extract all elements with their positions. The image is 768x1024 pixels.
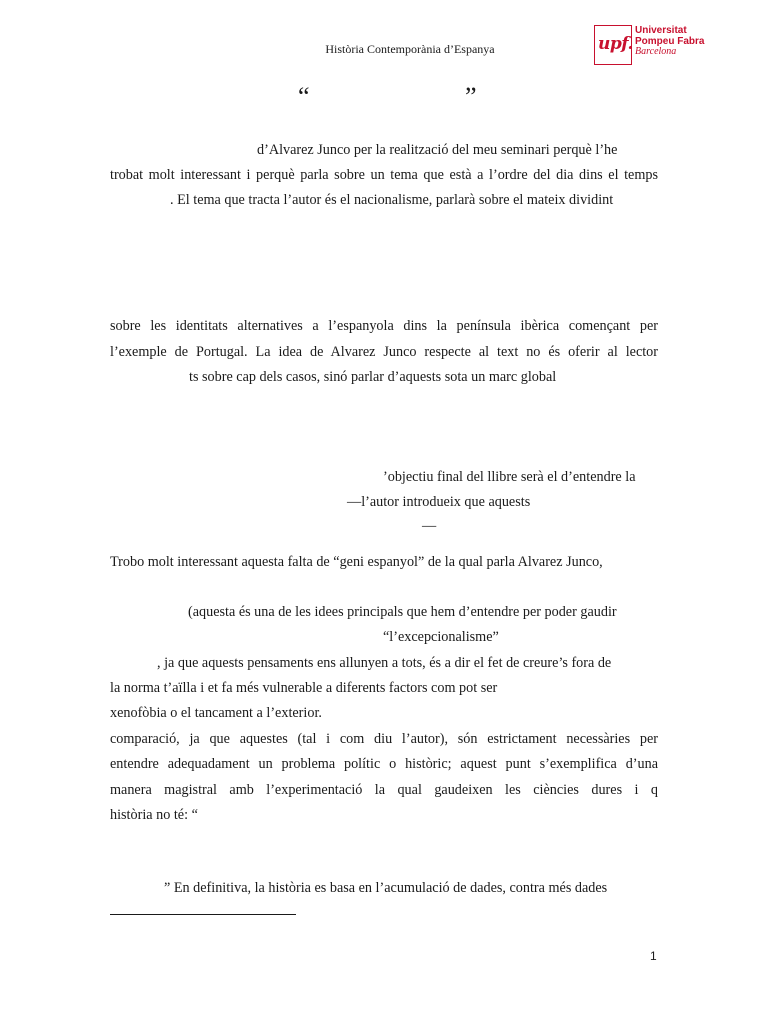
body-line-12: “l’excepcionalisme”	[383, 629, 499, 645]
body-line-19: història no té: “	[110, 807, 198, 823]
upf-logo	[594, 25, 706, 69]
body-line-13: , ja que aquests pensaments ens allunyen a tots, és a dir el fet de creure’s fora de	[157, 655, 612, 671]
opening-quote-mark: “	[298, 82, 310, 111]
body-line-16: comparació, ja que aquestes (tal i com diu l’autor), són estrictament necessàries per	[110, 731, 658, 747]
body-line-10: Trobo molt interessant aquesta falta de “geni espanyol” de la qual parla Alvarez Junco,	[110, 554, 603, 570]
body-line-5: l’exemple de Portugal. La idea de Alvarez Junco respecte al text no és oferir al lector	[110, 344, 658, 360]
upf-logo-line-1: Universitat	[635, 25, 687, 36]
body-line-17: entendre adequadament un problema polític o històric; aquest punt s’exemplifica d’una	[110, 756, 658, 772]
body-line-9: —	[422, 518, 437, 534]
upf-logo-line-2: Pompeu Fabra	[635, 35, 705, 47]
body-line-7: ’objectiu final del llibre serà el d’entendre la	[383, 469, 636, 485]
upf-logo-mark: upf.	[598, 34, 633, 54]
body-line-18: manera magistral amb l’experimentació la qual gaudeixen les ciències dures i q	[110, 782, 658, 798]
page-number: 1	[650, 949, 657, 963]
body-line-8: —l’autor introdueix que aquests	[347, 494, 531, 510]
body-line-20: ” En definitiva, la història es basa en l’acumulació de dades, contra més dades	[164, 880, 608, 896]
body-line-15: xenofòbia o el tancament a l’exterior.	[110, 705, 322, 721]
closing-quote-mark: ”	[465, 82, 477, 111]
running-header-title: Història Contemporània d’Espanya	[325, 42, 495, 56]
body-line-11: (aquesta és una de les idees principals que hem d’entendre per poder gaudir	[188, 604, 617, 620]
body-line-3: . El tema que tracta l’autor és el nacionalisme, parlarà sobre el mateix dividint	[170, 192, 614, 208]
upf-logo-line-3: Barcelona	[635, 46, 677, 57]
body-line-14: la norma t’aïlla i et fa més vulnerable a diferents factors com pot ser	[110, 680, 498, 696]
body-line-6: ts sobre cap dels casos, sinó parlar d’aquests sota un marc global	[189, 369, 557, 385]
body-line-1: d’Alvarez Junco per la realització del meu seminari perquè l’he	[257, 142, 618, 158]
upf-logo-text	[635, 26, 704, 58]
footnote-separator-rule	[110, 914, 296, 915]
body-line-2: trobat molt interessant i perquè parla sobre un tema que està a l’ordre del dia dins el temps	[110, 167, 658, 183]
upf-logo-box	[594, 25, 632, 65]
body-line-4: sobre les identitats alternatives a l’espanyola dins la península ibèrica començant per	[110, 318, 658, 334]
